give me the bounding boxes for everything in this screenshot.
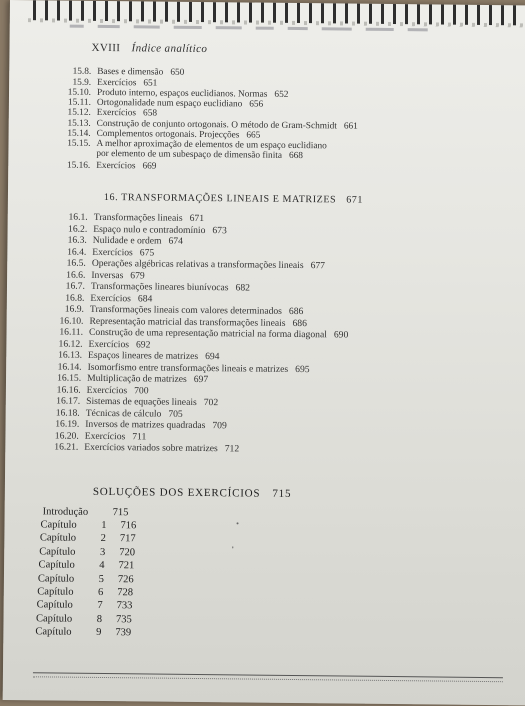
toc-row <box>60 139 326 162</box>
section-page: 694 <box>205 351 220 363</box>
solutions-chapter-row <box>39 546 135 558</box>
section-title: Isomorfismo entre transformações lineais e matrizes <box>87 361 289 375</box>
section-page: 677 <box>310 260 326 272</box>
section-title: Nulidade e ordem <box>92 234 162 247</box>
section-title: Construção de uma representação matricial na forma diagonal <box>88 326 327 341</box>
section-title: Exercícios <box>84 430 126 442</box>
section-page: 686 <box>292 317 307 329</box>
toc-row <box>54 292 152 304</box>
chapter-label: Capítulo <box>36 599 73 612</box>
section-number: 16.9. <box>64 303 85 315</box>
section-title: Exercícios variados sobre matrizes <box>84 441 218 455</box>
chapter-label: Capítulo <box>35 613 73 625</box>
section-title: A melhor aproximação de elementos de um espaço euclidiano <box>96 138 327 152</box>
section-number: 16.20. <box>54 429 79 442</box>
section-number: 15.12. <box>67 107 91 118</box>
solutions-title: SOLUÇÕES DOS EXERCÍCIOS <box>92 485 261 500</box>
chapter-number: 6 <box>97 586 104 599</box>
section-title: Exercícios <box>90 292 131 304</box>
solutions-chapter-row <box>38 573 134 585</box>
section-number: 16.13. <box>58 349 83 361</box>
chapter-number: 5 <box>98 573 104 585</box>
section-title: Exercícios <box>86 384 128 396</box>
chapter-page: 716 <box>120 520 137 532</box>
section-page: 665 <box>246 130 261 141</box>
section-title: Construção de conjunto ortogonais. O método de Gram-Schmidt <box>96 118 337 132</box>
section-number: 16.7. <box>65 280 85 292</box>
section-number: 15.14. <box>67 128 91 139</box>
solutions-chapter-row <box>40 519 136 531</box>
solutions-chapter-row <box>37 600 133 612</box>
section-page: 668 <box>288 150 304 162</box>
chapter-page: 721 <box>118 560 135 572</box>
chapter-number: 2 <box>100 533 106 545</box>
page-header <box>91 42 207 55</box>
chapter-number: 4 <box>99 560 105 572</box>
section-title: Transformações lineares biunívocas <box>90 280 229 294</box>
solutions-chapter-row <box>36 613 132 625</box>
chapter-label: Capítulo <box>37 572 75 585</box>
chapter-number: 8 <box>96 613 103 625</box>
chapter-page: 739 <box>115 627 132 639</box>
section-title: Complementos ortogonais. Projecções <box>96 128 240 141</box>
section-number: 16.16. <box>56 384 81 396</box>
section-number: 16.14. <box>57 361 82 373</box>
toc-row <box>58 212 204 225</box>
section-page: 669 <box>142 161 157 172</box>
section-number: 16.19. <box>55 418 80 430</box>
toc-row <box>57 235 183 247</box>
section-number: 16.3. <box>67 234 87 246</box>
section-title: Exercícios <box>97 77 137 89</box>
section-page: 686 <box>288 305 304 318</box>
solutions-intro-label: Introdução <box>42 506 89 518</box>
section-number: 16.15. <box>57 372 82 384</box>
toc-row <box>61 67 184 78</box>
section-page: 711 <box>132 430 147 442</box>
section-page: 690 <box>333 329 349 341</box>
chapter-number: 9 <box>96 627 102 639</box>
toc-row <box>52 338 150 350</box>
section-number: 16.8. <box>65 292 85 304</box>
section-page: 702 <box>203 397 219 409</box>
solutions-page: 715 <box>272 487 292 500</box>
chapter-label: Capítulo <box>40 519 77 531</box>
section-number: 15.9. <box>72 77 92 88</box>
solutions-chapter-row <box>40 533 136 545</box>
section-page: 651 <box>143 78 158 89</box>
chapter-16-heading <box>104 192 363 206</box>
paper-speck <box>237 522 239 524</box>
chapter-label: Capítulo <box>39 546 76 558</box>
section-title-continued: por elemento de um subespaço de dimensão finita 668 <box>96 148 304 162</box>
section-page: 674 <box>168 235 183 247</box>
section-number: 16.12. <box>58 338 83 350</box>
section-page: 661 <box>343 121 358 132</box>
toc-row <box>60 161 156 172</box>
chapter-page: 717 <box>119 533 136 545</box>
section-title: Representação matricial das transformações lineais <box>89 315 286 329</box>
section-number: 15.16. <box>66 160 91 171</box>
chapter-16-page: 671 <box>346 194 364 206</box>
chapter-page: 728 <box>117 587 134 599</box>
section-number: 15.13. <box>67 118 91 129</box>
section-page: 695 <box>295 363 310 375</box>
section-title: Sistemas de equações lineais <box>86 395 197 408</box>
solutions-intro-page: 715 <box>112 507 129 519</box>
chapter-16-title: 16. TRANSFORMAÇÕES LINEAIS E MATRIZES <box>103 191 337 206</box>
chapter-label: Capítulo <box>35 626 72 638</box>
section-number: 16.18. <box>55 407 80 419</box>
toc-row <box>49 430 147 442</box>
section-page: 675 <box>139 246 155 259</box>
section-title: Multiplicação de matrizes <box>87 372 187 385</box>
section-page: 684 <box>137 292 153 305</box>
section-page: 709 <box>212 420 227 432</box>
section-title: Inversos de matrizes quadradas <box>85 418 206 432</box>
chapter-label: Capítulo <box>39 532 77 545</box>
toc-row <box>48 441 239 454</box>
section-page: 682 <box>235 282 250 294</box>
section-title: Exercícios <box>92 246 133 258</box>
section-title: Exercícios <box>96 160 136 172</box>
solutions-intro-row <box>43 506 129 518</box>
section-title: Bases e dimensão <box>97 66 164 78</box>
chapter-label: Capítulo <box>37 586 74 598</box>
section-number: 16.17. <box>56 395 81 407</box>
section-page: 673 <box>212 224 227 236</box>
section-number: 16.4. <box>67 246 87 258</box>
toc-row <box>61 108 157 119</box>
section-page: 692 <box>135 338 151 350</box>
chapter-page: 735 <box>115 613 132 626</box>
toc-row <box>51 372 208 385</box>
section-number: 16.5. <box>66 257 86 269</box>
section-number: 16.2. <box>68 223 88 235</box>
section-page: 712 <box>224 443 240 455</box>
section-number: 16.21. <box>54 441 79 453</box>
chapter-label: Capítulo <box>38 559 75 571</box>
toc-row <box>50 407 183 419</box>
section-title: Espaços lineares de matrizes <box>88 349 199 362</box>
section-title: Transformações lineais com valores determinados <box>89 303 283 317</box>
section-number: 15.15. <box>67 138 91 149</box>
section-number: 16.11. <box>59 326 84 338</box>
section-page: 700 <box>134 384 149 396</box>
header-title: Índice analítico <box>131 42 208 56</box>
chapter-page: 733 <box>116 600 133 612</box>
solutions-chapter-row <box>39 560 135 572</box>
chapter-number: 1 <box>101 519 107 532</box>
section-number: 16.1. <box>68 211 88 223</box>
section-title: Exercícios <box>96 107 137 119</box>
section-title: Espaço nulo e contradomínio <box>93 223 206 236</box>
section-number: 15.11. <box>67 97 91 108</box>
section-number: 16.6. <box>66 269 86 281</box>
solutions-chapter-row <box>35 626 131 638</box>
book-page <box>3 0 525 706</box>
section-title: Produto interno, espaços euclidianos. Normas <box>96 87 268 100</box>
paper-speck <box>232 546 233 548</box>
solutions-heading <box>93 486 292 500</box>
section-title: Exercícios <box>88 338 130 350</box>
section-page: 671 <box>189 212 205 225</box>
section-title: Transformações lineais <box>93 211 183 224</box>
section-title: Operações algébricas relativas a transformações lineais <box>91 257 304 272</box>
page-number-roman: XVIII <box>91 41 121 55</box>
solutions-chapter-row <box>37 586 133 598</box>
section-page: 652 <box>274 89 289 100</box>
section-page: 656 <box>249 99 264 110</box>
section-page: 679 <box>130 269 145 281</box>
section-title: Ortogonalidade num espaço euclidiano <box>96 97 243 110</box>
section-page: 658 <box>143 108 158 119</box>
chapter-number: 3 <box>99 546 106 558</box>
toc-row <box>56 246 154 258</box>
section-title: Técnicas de cálculo <box>85 407 162 420</box>
section-number: 15.8. <box>72 66 92 77</box>
toc-row <box>55 269 144 281</box>
section-number: 15.10. <box>67 87 92 98</box>
chapter-page: 726 <box>117 573 134 585</box>
section-title: Inversas <box>91 269 124 281</box>
chapter-page: 720 <box>119 546 136 559</box>
section-number: 16.10. <box>59 315 84 327</box>
toc-row <box>51 384 149 396</box>
section-page: 650 <box>170 67 185 78</box>
section-page: 697 <box>193 373 209 386</box>
chapter-number: 7 <box>97 600 103 612</box>
section-page: 705 <box>168 408 183 420</box>
